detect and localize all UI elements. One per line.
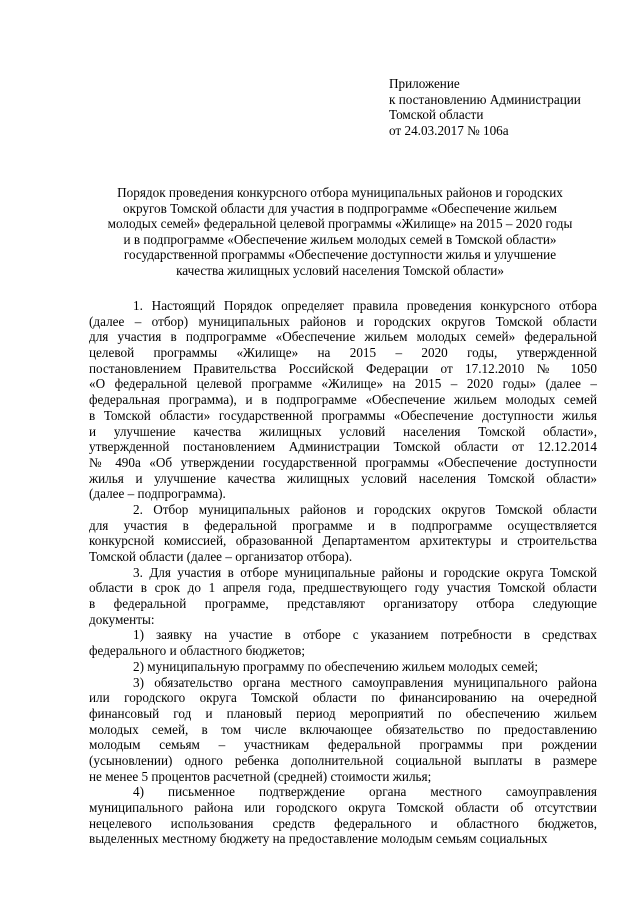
paragraph-line: или городского округа Томской области по финансированию на очередной bbox=[89, 690, 597, 706]
paragraph-line: федерального и областного бюджетов; bbox=[89, 643, 306, 659]
paragraph-line: (далее – подпрограмма). bbox=[89, 486, 226, 502]
title-line: государственной программы «Обеспечение доступности жилья и улучшение bbox=[123, 247, 557, 263]
paragraph-line: 4) письменное подтверждение органа местного самоуправления bbox=[133, 784, 597, 800]
paragraph-line: «О федеральной целевой программе «Жилище» на 2015 – 2020 годы» (далее – bbox=[89, 376, 597, 392]
paragraph bbox=[89, 659, 597, 675]
paragraph-line: и улучшение качества жилищных условий населения Томской области», bbox=[89, 423, 597, 439]
paragraph-line: в Томской области» государственной программы «Обеспечение доступности жилья bbox=[89, 407, 597, 423]
paragraph bbox=[89, 627, 597, 658]
paragraph-line: нецелевого использования средств федерального и областного бюджетов, bbox=[89, 815, 597, 831]
appendix-line: Приложение bbox=[389, 76, 460, 91]
appendix-header bbox=[389, 76, 581, 138]
paragraph-line: молодым семьям – участникам федеральной программы при рождении bbox=[89, 737, 597, 753]
paragraph-line: (усыновлении) одного ребенка дополнительной социальной выплаты в размере bbox=[89, 752, 597, 768]
paragraph-line: муниципального района или городского округа Томской области об отсутствии bbox=[89, 800, 597, 815]
paragraph-line: постановлением Правительства Российской Федерации от 17.12.2010 № 1050 bbox=[89, 360, 597, 376]
document-body bbox=[89, 298, 597, 847]
paragraph-line: (далее – отбор) муниципальных районов и городских округов Томской области bbox=[89, 313, 597, 329]
paragraph-line: для участия в подпрограмме «Обеспечение жильем молодых семей» федеральной bbox=[89, 329, 597, 345]
paragraph-line: молодых семей, в том числе включающее обязательство по предоставлению bbox=[89, 721, 597, 737]
title-line: округов Томской области для участия в подпрограмме «Обеспечение жильем bbox=[122, 200, 558, 216]
appendix-line: к постановлению Администрации bbox=[389, 91, 581, 107]
appendix-line: от 24.03.2017 № 106а bbox=[389, 122, 509, 138]
paragraph bbox=[89, 298, 597, 502]
paragraph bbox=[89, 675, 597, 785]
paragraph-line: в федеральной программе, представляют организатору отбора следующие bbox=[89, 596, 597, 612]
paragraph-line: 3. Для участия в отборе муниципальные районы и городские округа Томской bbox=[133, 564, 597, 580]
paragraph-line: 1. Настоящий Порядок определяет правила проведения конкурсного отбора bbox=[133, 298, 597, 313]
title-line: качества жилищных условий населения Томской области» bbox=[176, 262, 504, 278]
paragraph bbox=[89, 502, 597, 565]
paragraph-line: № 490а «Об утверждении государственной программы «Обеспечение доступности bbox=[89, 454, 597, 470]
paragraph-line: 3) обязательство органа местного самоуправления муниципального района bbox=[133, 674, 597, 690]
paragraph-line: финансовый год и плановый период мероприятий по обеспечению жильем bbox=[89, 705, 597, 721]
paragraph-line: конкурсной комиссией, образованной Департаментом архитектуры и строительства bbox=[89, 533, 597, 549]
paragraph-line: 1) заявку на участие в отборе с указанием потребности в средствах bbox=[133, 627, 597, 643]
paragraph-line: целевой программы «Жилище» на 2015 – 2020 годы, утвержденной bbox=[89, 345, 597, 361]
paragraph-line: для участия в федеральной программе и в подпрограмме осуществляется bbox=[89, 517, 597, 533]
paragraph-line: области в срок до 1 апреля года, предшествующего году участия Томской области bbox=[89, 580, 597, 596]
paragraph-line: 2. Отбор муниципальных районов и городских округов Томской области bbox=[133, 501, 597, 517]
title-line: и в подпрограмме «Обеспечение жильем молодых семей в Томской области» bbox=[123, 231, 557, 247]
paragraph-line: жилья и улучшение качества жилищных условий населения Томской области» bbox=[89, 470, 597, 486]
title-line: молодых семей» федеральной целевой программы «Жилище» на 2015 – 2020 годы bbox=[107, 216, 573, 232]
appendix-line: Томской области bbox=[389, 107, 484, 123]
paragraph bbox=[89, 565, 597, 628]
paragraph-line: Томской области (далее – организатор отбора). bbox=[89, 549, 353, 564]
document-title bbox=[80, 185, 600, 279]
paragraph bbox=[89, 784, 597, 847]
title-line: Порядок проведения конкурсного отбора муниципальных районов и городских bbox=[117, 185, 563, 200]
paragraph-line: 2) муниципальную программу по обеспечению жильем молодых семей; bbox=[133, 658, 539, 674]
paragraph-line: выделенных местному бюджету на предоставление молодым семьям социальных bbox=[89, 831, 548, 847]
paragraph-line: не менее 5 процентов расчетной (средней) стоимости жилья; bbox=[89, 768, 432, 784]
paragraph-line: документы: bbox=[89, 611, 155, 627]
paragraph-line: федеральная программа), и в подпрограмме «Обеспечение жильем молодых семей bbox=[89, 392, 597, 408]
paragraph-line: утвержденной постановлением Администрации Томской области от 12.12.2014 bbox=[89, 439, 597, 455]
